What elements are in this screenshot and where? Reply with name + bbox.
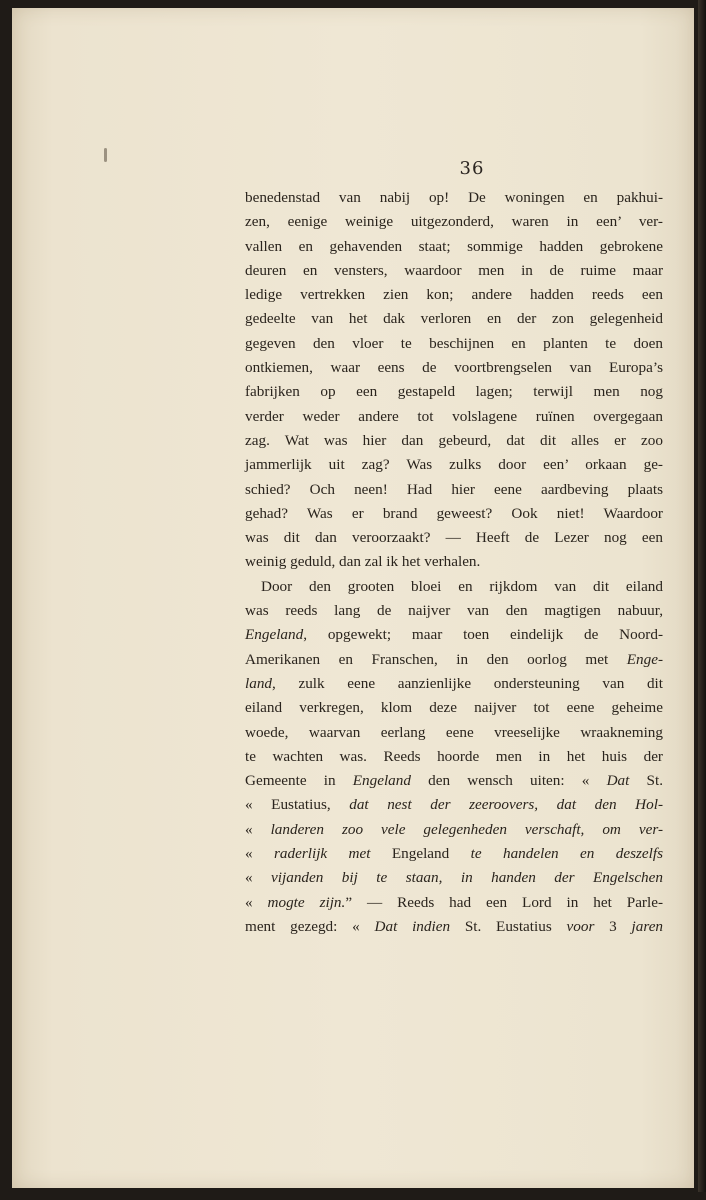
- text-segment: ledige vertrekken zien kon; andere hadden reeds een: [245, 286, 663, 304]
- text-line: [245, 599, 663, 623]
- text-line: [245, 550, 663, 574]
- italic-text-segment: land: [245, 674, 273, 692]
- text-segment: zag. Wat was hier dan gebeurd, dat dit alles er zoo: [245, 431, 663, 449]
- body-text: [245, 186, 663, 939]
- text-segment: woede, waarvan eerlang eene vreeselijke wraakneming: [245, 723, 663, 741]
- text-line: [245, 186, 663, 210]
- text-segment: gehad? Was er brand geweest? Ook niet! Waardoor: [245, 504, 663, 522]
- text-line: [245, 478, 663, 502]
- text-segment: Amerikanen en Franschen, in den oorlog met: [245, 650, 627, 668]
- text-segment: jammerlijk uit zag? Was zulks door een’ orkaan ge-: [245, 456, 663, 474]
- text-segment: den wensch uiten: «: [410, 772, 607, 790]
- text-line: [245, 866, 663, 890]
- text-segment: gedeelte van het dak verloren en der zon gelegenheid: [245, 310, 663, 328]
- text-segment: fabrijken op een gestapeld lagen; terwijl men nog: [245, 383, 663, 401]
- text-line: [245, 745, 663, 769]
- text-segment: vallen en gehavenden staat; sommige hadden gebrokene: [245, 237, 663, 255]
- text-line: [245, 332, 663, 356]
- text-line: [245, 259, 663, 283]
- text-segment: ment gezegd: «: [245, 917, 375, 935]
- text-segment: gegeven den vloer te beschijnen en planten te doen: [245, 334, 663, 352]
- text-segment: St. Eustatius: [450, 917, 567, 935]
- text-line: [245, 307, 663, 331]
- text-segment: «: [245, 869, 272, 887]
- text-segment: Engeland: [370, 845, 471, 863]
- text-segment: Door den grooten bloei en rijkdom van dit eiland: [261, 577, 663, 595]
- text-line: [245, 405, 663, 429]
- text-segment: was dit dan veroorzaakt? — Heeft de Lezer nog een: [245, 529, 663, 547]
- italic-text-segment: vijanden bij te staan, in handen der Engelschen: [271, 869, 663, 887]
- text-line: [245, 818, 663, 842]
- text-segment: «: [245, 820, 271, 838]
- text-segment: «: [245, 845, 274, 863]
- text-line: [245, 283, 663, 307]
- text-segment: ” — Reeds had een Lord in het Parle-: [345, 893, 664, 911]
- italic-text-segment: mogte zijn.: [267, 893, 346, 911]
- text-line: [245, 769, 663, 793]
- text-line: [245, 842, 663, 866]
- italic-text-segment: Dat: [606, 772, 630, 790]
- text-line: [245, 721, 663, 745]
- page-number: 36: [459, 158, 485, 179]
- text-line: [245, 648, 663, 672]
- text-segment: schied? Och neen! Had hier eene aardbeving plaats: [245, 480, 663, 498]
- text-line: [245, 429, 663, 453]
- italic-text-segment: Engeland: [245, 626, 304, 644]
- text-line: [245, 210, 663, 234]
- text-segment: eiland verkregen, klom deze naijver tot eene geheime: [245, 699, 663, 717]
- text-line: [245, 575, 663, 599]
- text-segment: deuren en vensters, waardoor men in de ruime maar: [245, 261, 663, 279]
- italic-text-segment: landeren zoo vele gelegenheden verschaft, om ver-: [270, 820, 663, 838]
- text-line: [245, 696, 663, 720]
- text-line: [245, 793, 663, 817]
- text-line: [245, 235, 663, 259]
- italic-text-segment: jaren: [631, 917, 664, 935]
- text-line: [245, 453, 663, 477]
- text-segment: verder weder andere tot volslagene ruïnen overgegaan: [245, 407, 663, 425]
- italic-text-segment: voor: [566, 917, 595, 935]
- text-line: [245, 623, 663, 647]
- italic-text-segment: Dat indien: [374, 917, 451, 935]
- text-segment: «: [245, 893, 268, 911]
- text-segment: benedenstad van nabij op! De woningen en pakhui-: [245, 189, 663, 206]
- italic-text-segment: Engeland: [352, 772, 411, 790]
- ink-smudge: [104, 148, 107, 162]
- text-line: [245, 356, 663, 380]
- italic-text-segment: Enge-: [626, 650, 663, 668]
- text-segment: ontkiemen, waar eens de voortbrengselen van Europa’s: [245, 359, 663, 377]
- text-line: [245, 672, 663, 696]
- page-shadow-edge: [698, 0, 706, 1192]
- text-line: [245, 915, 663, 939]
- text-segment: te wachten was. Reeds hoorde men in het huis der: [245, 747, 663, 765]
- italic-text-segment: raderlijk met: [274, 845, 371, 863]
- italic-text-segment: dat nest der zeeroovers, dat den Hol-: [349, 796, 663, 814]
- italic-text-segment: te handelen en deszelfs: [470, 845, 664, 863]
- text-line: [245, 502, 663, 526]
- text-line: [245, 526, 663, 550]
- text-line: [245, 380, 663, 404]
- text-segment: , zulk eene aanzienlijke ondersteuning van dit: [272, 674, 663, 692]
- text-segment: was reeds lang de naijver van den magtigen nabuur,: [245, 602, 663, 620]
- text-segment: zen, eenige weinige uitgezonderd, waren in een’ ver-: [245, 213, 663, 231]
- text-segment: Gemeente in: [245, 772, 353, 790]
- text-segment: , opgewekt; maar toen eindelijk de Noord-: [303, 626, 663, 644]
- text-segment: « Eustatius,: [245, 796, 350, 814]
- text-segment: St.: [629, 772, 663, 790]
- text-segment: 3: [594, 917, 632, 935]
- text-segment: weinig geduld, dan zal ik het verhalen.: [245, 553, 481, 571]
- text-line: [245, 891, 663, 915]
